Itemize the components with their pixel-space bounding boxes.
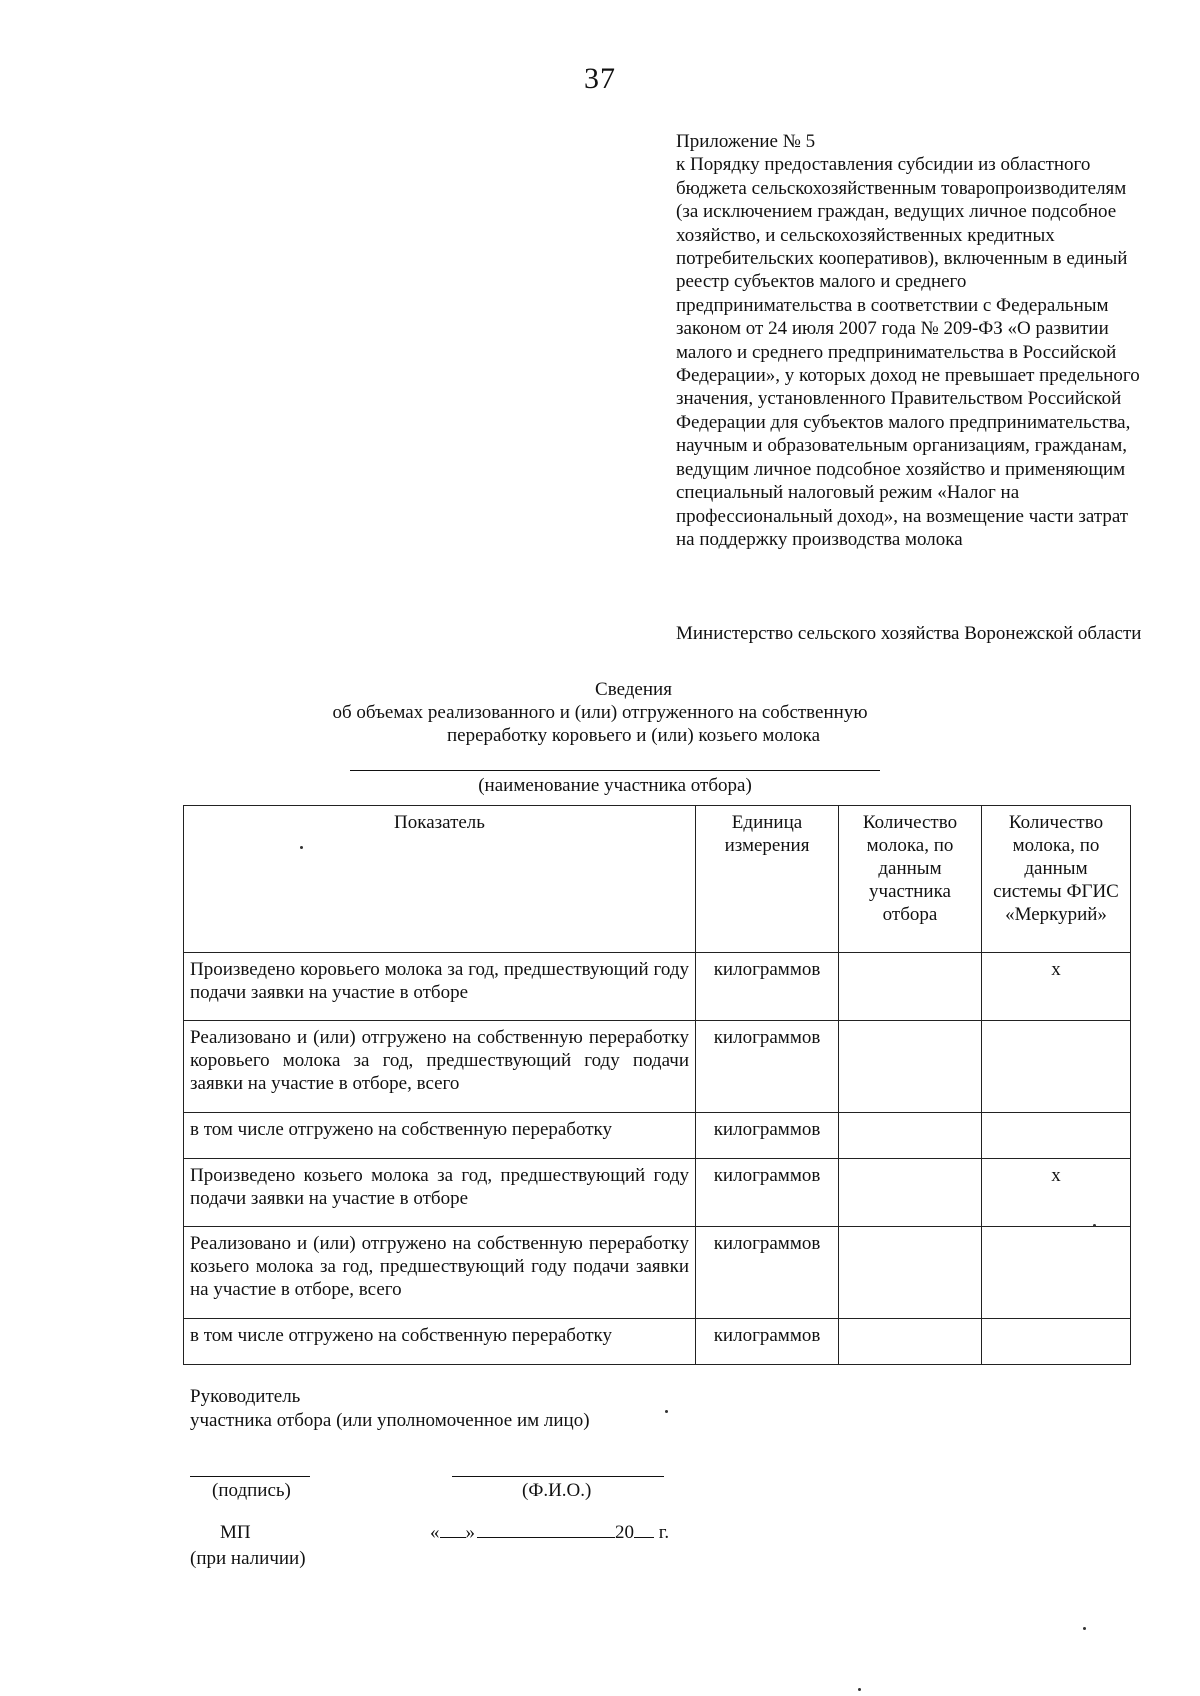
row-fgis-cell[interactable]	[982, 1021, 1131, 1113]
row-indicator: в том числе отгружено на собственную переработку	[184, 1113, 696, 1159]
header-participant-qty: Количество молока, по данным участника отбора	[839, 806, 982, 953]
row-indicator: в том числе отгружено на собственную переработку	[184, 1319, 696, 1365]
table-row	[184, 1021, 1131, 1113]
date-open-quote: «	[430, 1522, 440, 1543]
title-line-3: переработку коровьего и (или) козьего молока	[446, 725, 820, 746]
scan-speck	[858, 1688, 861, 1691]
title-line-1: Сведения	[595, 679, 672, 700]
appendix-title: Приложение № 5	[676, 131, 816, 152]
document-title	[0, 678, 1200, 747]
row-participant-cell[interactable]	[839, 953, 982, 1021]
head-line-1: Руководитель	[190, 1386, 301, 1407]
row-indicator: Произведено козьего молока за год, предшествующий году подачи заявки на участие в отборе	[184, 1159, 696, 1227]
row-unit: килограммов	[696, 1159, 839, 1227]
row-participant-cell[interactable]	[839, 1227, 982, 1319]
row-unit: килограммов	[696, 1021, 839, 1113]
scan-speck	[665, 1410, 668, 1413]
title-line-2: об объемах реализованного и (или) отгруженного на собственную	[332, 702, 868, 723]
stamp-label: МП	[220, 1522, 251, 1543]
row-fgis-cell: х	[982, 1159, 1131, 1227]
day-blank[interactable]	[440, 1537, 466, 1538]
signature-heading	[190, 1385, 590, 1433]
page-number: 37	[584, 62, 616, 95]
table-row	[184, 1227, 1131, 1319]
header-indicator: Показатель	[184, 806, 696, 953]
table-header-row	[184, 806, 1131, 953]
appendix-block	[676, 130, 1146, 551]
date-field	[430, 1522, 669, 1544]
table-row	[184, 1113, 1131, 1159]
year-prefix: 20	[615, 1522, 634, 1543]
row-unit: килограммов	[696, 1227, 839, 1319]
fio-label: (Ф.И.О.)	[522, 1480, 592, 1501]
table-row	[184, 1159, 1131, 1227]
appendix-text: к Порядку предоставления субсидии из областного бюджета сельскохозяйственным товаропроизводителям (за исключением граждан, ведущих личное подсобное хозяйство, и сельскохозяйственных кредитных потребительских кооперативов), включенным в единый реестр субъектов малого и среднего предпринимательства в соответствии с Федеральным законом от 24 июля 2007 года № 209-ФЗ «О развитии малого и среднего предпринимательства в Российской Федерации», у которых доход не превышает предельного значения, установленного Правительством Российской Федерации для субъектов малого предпринимательства, научным и образовательным организациям, гражданам, ведущим личное подсобное хозяйство и применяющим специальный налоговый режим «Налог на профессиональный доход», на возмещение части затрат на поддержку производства молока	[676, 154, 1140, 550]
date-close-quote: »	[465, 1522, 475, 1543]
table-row	[184, 953, 1131, 1021]
scan-speck	[1083, 1627, 1086, 1630]
row-indicator: Реализовано и (или) отгружено на собственную переработку коровьего молока за год, предшествующий году подачи заявки на участие в отборе, всего	[184, 1021, 696, 1113]
head-line-2: участника отбора (или уполномоченное им лицо)	[190, 1410, 590, 1431]
signature-line[interactable]	[190, 1476, 310, 1477]
ministry-name: Министерство сельского хозяйства Воронежской области	[676, 623, 1142, 644]
year-blank[interactable]	[634, 1537, 654, 1538]
signature-label: (подпись)	[212, 1480, 291, 1501]
row-fgis-cell[interactable]	[982, 1227, 1131, 1319]
participant-caption: (наименование участника отбора)	[478, 775, 752, 796]
row-unit: килограммов	[696, 1319, 839, 1365]
fio-line[interactable]	[452, 1476, 664, 1477]
row-indicator: Реализовано и (или) отгружено на собственную переработку козьего молока за год, предшествующий году подачи заявки на участие в отборе, всего	[184, 1227, 696, 1319]
year-suffix: г.	[658, 1522, 670, 1543]
row-unit: килограммов	[696, 953, 839, 1021]
row-participant-cell[interactable]	[839, 1159, 982, 1227]
row-participant-cell[interactable]	[839, 1113, 982, 1159]
stamp-note: (при наличии)	[190, 1548, 306, 1569]
scan-speck	[1093, 1224, 1096, 1227]
row-indicator: Произведено коровьего молока за год, предшествующий году подачи заявки на участие в отборе	[184, 953, 696, 1021]
row-fgis-cell: х	[982, 953, 1131, 1021]
scan-speck	[300, 846, 303, 849]
row-participant-cell[interactable]	[839, 1021, 982, 1113]
month-blank[interactable]	[477, 1537, 615, 1538]
participant-name-line	[350, 770, 880, 771]
row-unit: килограммов	[696, 1113, 839, 1159]
row-participant-cell[interactable]	[839, 1319, 982, 1365]
data-table	[183, 805, 1131, 1365]
participant-name-field[interactable]	[350, 770, 880, 797]
row-fgis-cell[interactable]	[982, 1319, 1131, 1365]
header-unit: Единица измерения	[696, 806, 839, 953]
table-row	[184, 1319, 1131, 1365]
row-fgis-cell[interactable]	[982, 1113, 1131, 1159]
header-fgis-qty: Количество молока, по данным системы ФГИС «Меркурий»	[982, 806, 1131, 953]
